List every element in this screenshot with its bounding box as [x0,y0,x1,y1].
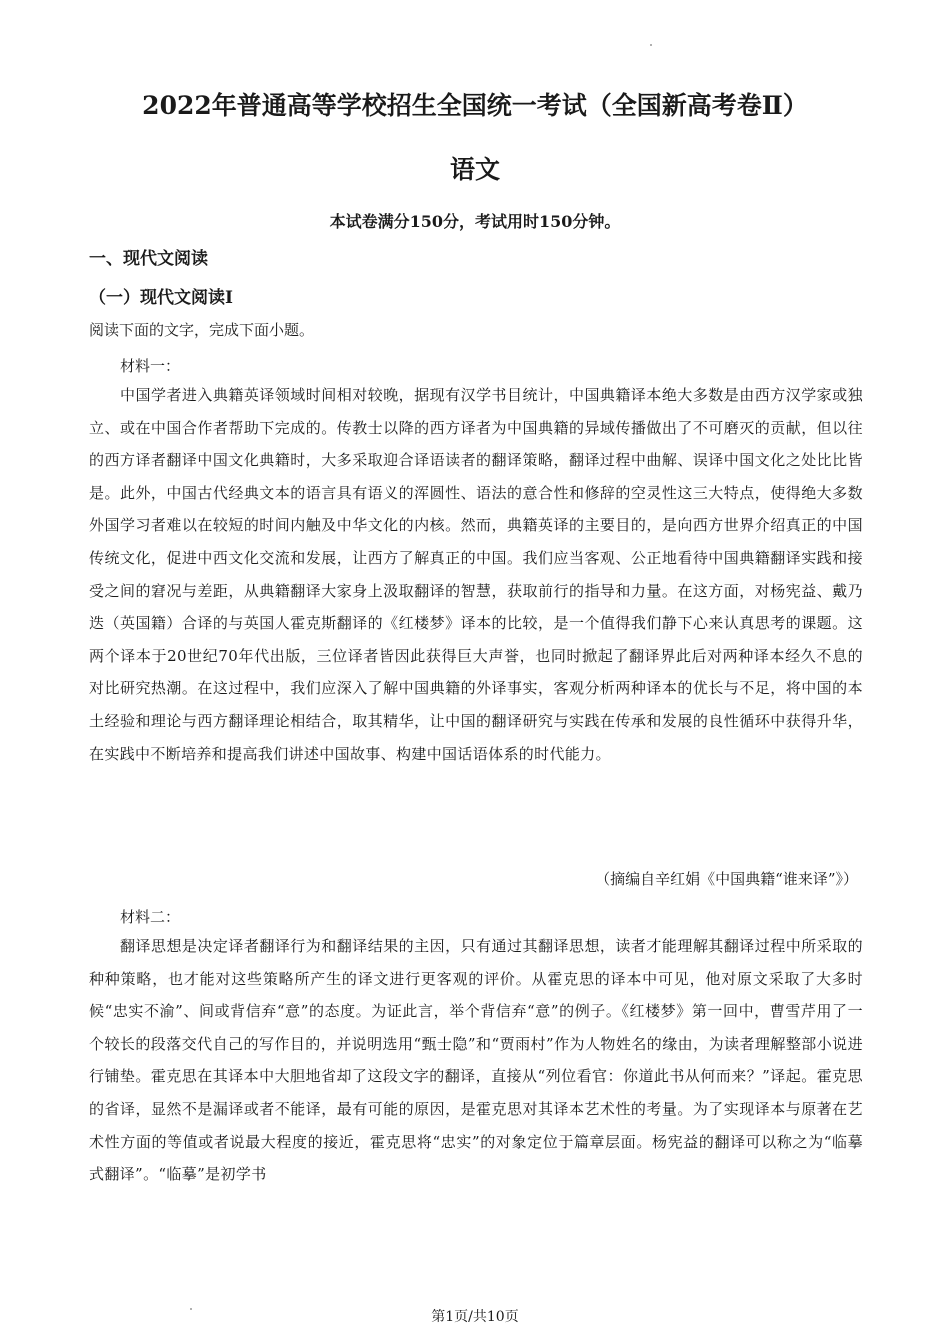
exam-title: 2022年普通高等学校招生全国统一考试（全国新高考卷Ⅱ） [142,91,808,120]
page-number: 第1页/共10页 [431,1309,519,1325]
subsection-heading: （一）现代文阅读Ⅰ [89,288,233,308]
material-2-label: 材料二： [120,908,181,926]
subject-title: 语文 [449,155,500,184]
material-2-paragraph: 翻译思想是决定译者翻译行为和翻译结果的主因，只有通过其翻译思想，读者才能理解其翻译过程中所采取的种种策略，也才能对这些策略所产生的译文进行更客观的评价。从霍克思的译本中可见，他对原文采取了大多时候“忠实不渝”、间或背信弃“意”的态度。为证此言，举个背信弃“意”的例子。《红楼梦》第一回中，曹雪芹用了一个较长的段落交代自己的写作目的，并说明选用“甄士隐”和“贾雨村”作为人物姓名的缘由，为读者理解整部小说进行铺垫。霍克思在其译本中大胆地省却了这段文字的翻译，直接从“列位看官：你道此书从何而来？”译起。霍克思的省译，显然不是漏译或者不能译，最有可能的原因，是霍克思对其译本艺术性的考量。为了实现译本与原著在艺术性方面的等值或者说最大程度的接近，霍克思将“忠实”的对象定位于篇章层面。杨宪益的翻译可以称之为“临摹式翻译”。“临摹”是初学书 [89,937,863,1184]
material-1-label: 材料一： [120,357,181,375]
section-heading: 一、现代文阅读 [89,249,208,269]
exam-info: 本试卷满分150分，考试用时150分钟。 [329,212,621,231]
material-1-source: （摘编自辛红娟《中国典籍“谁来译”》） [595,870,858,888]
scan-dot [650,44,652,46]
reading-instruction: 阅读下面的文字，完成下面小题。 [89,321,315,339]
material-1-paragraph: 中国学者进入典籍英译领域时间相对较晚，据现有汉学书目统计，中国典籍译本绝大多数是由西方汉学家或独立、或在中国合作者帮助下完成的。传教士以降的西方译者为中国典籍的异域传播做出了不可磨灭的贡献，但以往的西方译者翻译中国文化典籍时，大多采取迎合译语读者的翻译策略，翻译过程中曲解、误译中国文化之处比比皆是。此外，中国古代经典文本的语言具有语义的浑圆性、语法的意合性和修辞的空灵性这三大特点，使得绝大多数外国学习者难以在较短的时间内触及中华文化的内核。然而，典籍英译的主要目的，是向西方世界介绍真正的中国传统文化，促进中西文化交流和发展，让西方了解真正的中国。我们应当客观、公正地看待中国典籍翻译实践和接受之间的窘况与差距，从典籍翻译大家身上汲取翻译的智慧，获取前行的指导和力量。在这方面，对杨宪益、戴乃迭（英国籍）合译的与英国人霍克斯翻译的《红楼梦》译本的比较，是一个值得我们静下心来认真思考的课题。这两个译本于20世纪70年代出版，三位译者皆因此获得巨大声誉，也同时掀起了翻译界此后对两种译本经久不息的对比研究热潮。在这过程中，我们应深入了解中国典籍的外译事实，客观分析两种译本的优长与不足，将中国的本土经验和理论与西方翻译理论相结合，取其精华，让中国的翻译研究与实践在传承和发展的良性循环中获得升华，在实践中不断培养和提高我们讲述中国故事、构建中国话语体系的时代能力。 [89,386,863,763]
